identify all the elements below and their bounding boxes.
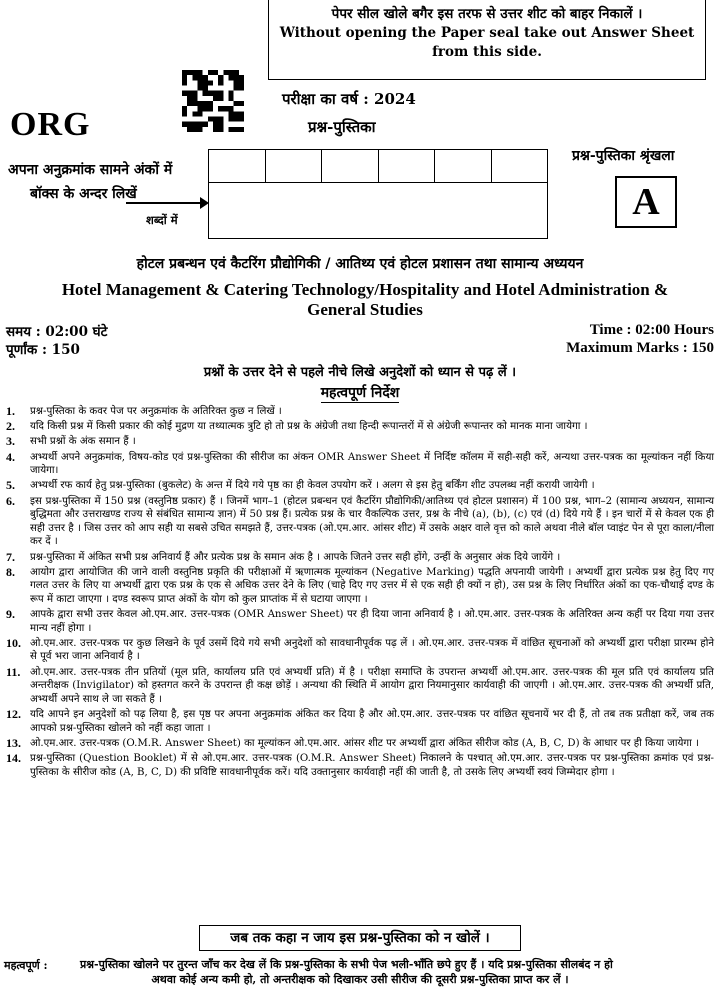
instruction-text: यदि किसी प्रश्न में किसी प्रकार की कोई मुद्रण या तथ्यात्मक त्रुटि हो तो प्रश्न के अंग्रेजी तथा हिन्दी रूपान्तरों में से अंग्रेजी रूपान्तर को मानक माना जायेगा । [30,421,588,433]
instruction-text: प्रश्न-पुस्तिका में अंकित सभी प्रश्न अनिवार्य हैं और प्रत्येक प्रश्न के समान अंक है । आपके जितने उत्तर सही होंगे, उन्हीं के अनुसार अंक दिये जायेंगे । [30,551,561,563]
seal-text-hindi: पेपर सील खोले बगैर इस तरफ से उत्तर शीट को बाहर निकालें । [331,6,643,22]
instruction-text: सभी प्रश्नों के अंक समान हैं । [30,436,136,448]
digit-box[interactable] [491,150,548,182]
instruction-text: आपके द्वारा सभी उत्तर केवल ओ.एम.आर. उत्तर-पत्रक (OMR Answer Sheet) पर ही दिया जाना अनिवार्य है । ओ.एम.आर. उत्तर-पत्रक के अतिरिक्त अन्य कहीं पर दिया गया उत्तर मान्य नहीं होगा । [30,609,714,634]
digit-box[interactable] [434,150,491,182]
do-not-open-box: जब तक कहा न जाय इस प्रश्न-पुस्तिका को न खोलें । [199,925,521,951]
roll-number-digit-boxes[interactable] [208,149,548,183]
instruction-number: 12. [6,707,21,721]
instruction-text: प्रश्न-पुस्तिका के कवर पेज पर अनुक्रमांक के अतिरिक्त कुछ न लिखें । [30,406,282,417]
instruction-number: 4. [6,449,15,464]
series-box: A [615,176,677,228]
digit-box[interactable] [265,150,322,182]
series-label: प्रश्न-पुस्तिका श्रृंखला [572,148,675,164]
subject-title-english [20,280,710,320]
instruction-item [6,737,714,751]
instructions-list [6,405,714,781]
digit-box[interactable] [378,150,435,182]
instruction-number: 13. [6,735,21,750]
instruction-text: आयोग द्वारा आयोजित की जाने वाली वस्तुनिष्ठ प्रकृति की परीक्षाओं में ऋणात्मक मूल्यांकन (Negative Marking) पद्धति अपनायी जायेगी । अभ्यर्थी द्वारा प्रत्येक प्रश्न हेतु दिए गए गलत उत्तर के लिए या अभ्यर्थी द्वारा एक प्रश्न के एक से अधिक उत्तर देने के लिए (चाहे दिए गए उत्तर में से एक सही ही क्यों न हो), उस प्रश्न के लिए निर्धारित अंकों का एक-चौथाई दण्ड के रूप में काटा जाएगा । दण्ड स्वरूप प्राप्त अंकों के योग को कुल प्राप्तांक में से घटाया जाएगा । [30,566,714,605]
instruction-number: 8. [6,564,15,579]
instruction-number: 14. [6,750,21,765]
instruction-item [6,495,714,549]
instruction-number: 6. [6,493,15,508]
instruction-item [6,451,714,478]
roll-hint-line2: बॉक्स के अन्दर लिखें [30,186,137,202]
instruction-item [6,752,714,779]
time-hindi: समय : 02:00 घंटे [6,324,108,340]
marks-hindi: पूर्णांक : 150 [6,342,80,358]
arrow-icon [126,202,206,204]
important-note-line1: प्रश्न-पुस्तिका खोलने पर तुरन्त जाँच कर देख लें कि प्रश्न-पुस्तिका के सभी पेज भली-भाँति छपे हुए हैं । यदि प्रश्न-पुस्तिका सीलबंद न हो [80,958,613,971]
subject-title-english-line2: General Studies [307,300,423,319]
instruction-item [6,666,714,707]
instruction-text: प्रश्न-पुस्तिका (Question Booklet) में से ओ.एम.आर. उत्तर-पत्रक (O.M.R. Answer Sheet) निकालने के पश्चात् ओ.एम.आर. उत्तर-पत्रक पर प्रश्न-पुस्तिका क्रमांक एवं प्रश्न-पुस्तिका के सीरीज कोड (A, B, C, D) की प्रविष्टि सावधानीपूर्वक करें। यदि उक्तानुसार कार्यवाही नहीं की जाती है, तो उसके लिए अभ्यर्थी स्वयं जिम्मेदार होगा । [30,752,714,778]
exam-year: परीक्षा का वर्ष : 2024 [282,90,416,108]
roll-number-words-box[interactable] [208,183,548,239]
instruction-item [6,479,714,493]
instruction-item [6,637,714,664]
instruction-number: 1. [6,404,15,418]
instructions-heading-text: महत्वपूर्ण निर्देश [320,385,400,401]
instruction-text: इस प्रश्न-पुस्तिका में 150 प्रश्न (वस्तुनिष्ठ प्रकार) हैं । जिनमें भाग–1 (होटल प्रबन्धन एवं कैटरिंग प्रौद्योगिकी/आतिथ्य एवं होटल प्रशासन) में 100 प्रश्न, भाग–2 (सामान्य अध्ययन, सामान्य बुद्धिमता और उत्तराखण्ड राज्य से संबंधित सामान्य ज्ञान) में 50 प्रश्न हैं। प्रत्येक प्रश्न के चार वैकल्पिक उत्तर, प्रश्न के नीचे (a), (b), (c) एवं (d) दिये गये हैं । इन चारों में से केवल एक ही सही उत्तर है । जिस उत्तर को आप सही या सबसे उचित समझते हैं, उत्तर-पत्रक (ओ.एम.आर. आंसर शीट) में उसके अक्षर वाले वृत्त को काले अथवा नीले बॉल प्वाइंट पेन से पूरा काला/नीला कर दें । [30,495,714,548]
important-note-line2: अथवा कोई अन्य कमी हो, तो अन्तरीक्षक को दिखाकर उसी सीरीज की दूसरी प्रश्न-पुस्तिका प्राप्त कर लें । [151,973,569,986]
instruction-item [6,608,714,635]
instruction-item [6,405,714,419]
instruction-number: 10. [6,635,21,650]
seal-instruction-box [268,0,706,80]
instruction-number: 7. [6,549,15,564]
subject-title-hindi: होटल प्रबन्धन एवं कैटरिंग प्रौद्योगिकी / आतिथ्य एवं होटल प्रशासन तथा सामान्य अध्ययन [136,256,584,272]
subject-title-english-line1: Hotel Management & Catering Technology/Hospitality and Hotel Administration & [61,280,669,299]
instruction-item [6,566,714,607]
instruction-item [6,420,714,434]
instruction-number: 2. [6,419,15,434]
seal-text-english-1: Without opening the Paper seal take out Answer Sheet [279,25,695,41]
important-note-label: महत्वपूर्ण : [4,959,48,972]
instruction-item [6,551,714,565]
booklet-label: प्रश्न-पुस्तिका [308,118,376,136]
qr-code-icon [182,70,244,132]
digit-box[interactable] [321,150,378,182]
seal-text-english-2: from this side. [432,44,542,60]
instruction-text: अभ्यर्थी रफ कार्य हेतु प्रश्न-पुस्तिका (बुकलेट) के अन्त में दिये गये पृष्ठ का ही केवल उपयोग करें । अलग से इस हेतु बर्किंग शीट उपलब्ध नहीं करायी जायेगी । [30,480,595,492]
instruction-text: ओ.एम.आर. उत्तर-पत्रक (O.M.R. Answer Sheet) का मूल्यांकन ओ.एम.आर. आंसर शीट पर अभ्यर्थी द्वारा अंकित सीरीज कोड (A, B, C, D) के आधार पर ही किया जायेगा । [30,737,699,749]
instruction-item [6,708,714,735]
instructions-heading [0,383,720,402]
time-english: Time : 02:00 Hours [589,322,714,338]
instruction-number: 11. [6,664,21,679]
instruction-text: ओ.एम.आर. उत्तर-पत्रक पर कुछ लिखने के पूर्व उसमें दिये गये सभी अनुदेशों को सावधानीपूर्वक पढ़ लें । ओ.एम.आर. उत्तर-पत्रक में वांछित सूचनाओं को अभ्यर्थी द्वारा परीक्षा प्रारम्भ होने से पूर्व भरा जाना अनिवार्य है । [30,637,714,663]
instruction-text: अभ्यर्थी अपने अनुक्रमांक, विषय-कोड एवं प्रश्न-पुस्तिका की सीरीज का अंकन OMR Answer Sheet में निर्दिष्ट कॉलम में सही-सही करें, अन्यथा उत्तर-पत्रक का मूल्यांकन नहीं किया जायेगा। [30,451,714,477]
org-code: ORG [10,106,91,143]
in-words-label: शब्दों में [146,213,178,227]
marks-english: Maximum Marks : 150 [566,340,714,356]
roll-hint-line1: अपना अनुक्रमांक सामने अंकों में [8,162,173,178]
instruction-item [6,435,714,449]
instruction-text: यदि आपने इन अनुदेशों को पढ़ लिया है, इस पृष्ठ पर अपना अनुक्रमांक अंकित कर दिया है और ओ.एम.आर. उत्तर-पत्रक पर वांछित सूचनायें भर दी हैं, तो तब तक प्रतीक्षा करें, जब तक आपको प्रश्न-पुस्तिका खोलने को नहीं कहा जाता । [30,709,714,734]
instruction-number: 5. [6,478,15,493]
digit-box[interactable] [209,150,265,182]
read-instructions-note: प्रश्नों के उत्तर देने से पहले नीचे लिखे अनुदेशों को ध्यान से पढ़ लें । [203,365,517,380]
instruction-text: ओ.एम.आर. उत्तर-पत्रक तीन प्रतियों (मूल प्रति, कार्यालय प्रति एवं अभ्यर्थी प्रति) में है । परीक्षा समाप्ति के उपरान्त अभ्यर्थी ओ.एम.आर. उत्तर-पत्रक की मूल प्रति एवं कार्यालय प्रति अन्तरीक्षक (Invigilator) को हस्तगत करने के उपरान्त ही कक्ष छोड़ें । अन्यथा की स्थिति में आयोग द्वारा नियमानुसार कार्यवाही की जाएगी । ओ.एम.आर. उत्तर-पत्रक की अभ्यर्थी प्रति, अभ्यर्थी अपने साथ ले जा सकते हैं । [30,666,714,705]
instruction-number: 3. [6,434,15,449]
instruction-number: 9. [6,607,15,622]
